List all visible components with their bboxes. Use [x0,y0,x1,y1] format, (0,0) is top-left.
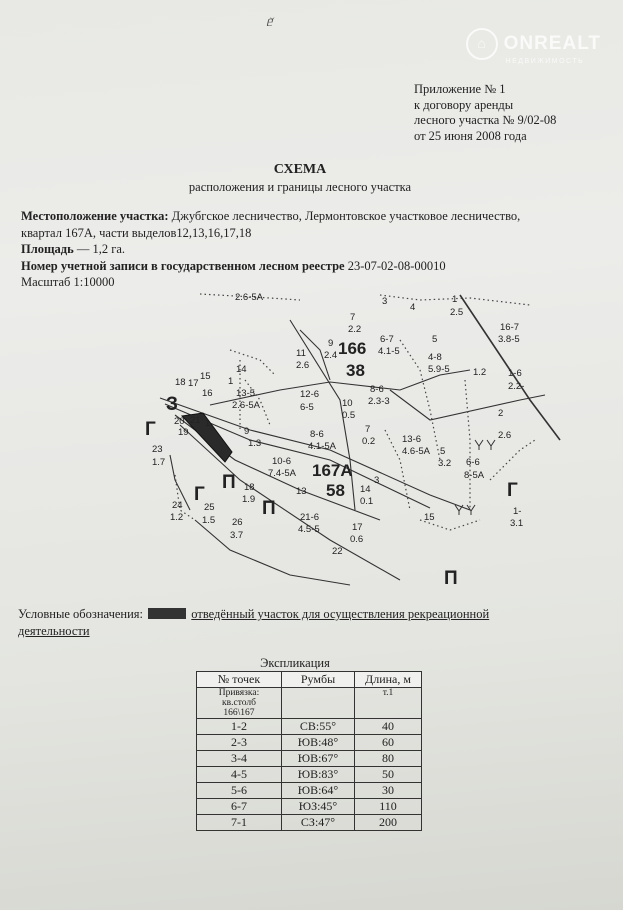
map-label: 21 [190,415,201,426]
explication-title: Экспликация [260,656,330,670]
table-row [197,783,422,799]
anchor-point: т.1 [355,688,422,719]
map-label: 1.5 [202,515,216,526]
map-label: 22 [332,546,343,557]
area-line [21,242,125,257]
table-cell-length: 80 [355,751,422,767]
map-label: 16-7 [500,322,520,333]
map-label: 1.2 [473,367,487,378]
boundary-line [390,390,545,420]
map-label: 13-5 [236,388,256,399]
map-label: 8-5А [464,470,485,481]
map-label: 13-6 [402,434,422,445]
map-label: 2.2- [508,381,525,392]
map-label: 10-6 [272,456,292,467]
page-title: СХЕМА [273,162,327,177]
area-value: — 1,2 га. [76,242,126,256]
map-label: 1 [205,418,211,429]
table-row [197,799,422,815]
map-label: 9 [244,426,250,437]
registry-value: 23-07-02-08-00010 [347,259,446,273]
legend-text: отведённый участок для осуществления рекреационной [191,607,490,621]
map-label: 8-6 [370,384,384,395]
map-label: 18 [175,377,186,388]
map-label: Г [507,480,518,501]
map-label: 14 [360,484,371,495]
watermark-sub: НЕДВИЖИМОСТЬ [505,58,585,65]
map-label: 8-6 [310,429,324,440]
table-cell-length: 40 [355,719,422,735]
table-cell-rhumb: ЮВ:67° [282,751,355,767]
map-label: 7 [350,312,356,323]
col-header-rhumb: Румбы [282,672,355,688]
map-label: 21-6 [300,512,320,523]
map-label: 18 [244,482,255,493]
map-label: 3.2 [438,458,452,469]
table-cell-points: 5-6 [197,783,282,799]
table-cell-length: 30 [355,783,422,799]
boundary-line [195,520,350,585]
table-cell-rhumb: ЮЗ:45° [282,799,355,815]
map-label: 17 [188,378,199,389]
map-label: 26 [232,517,243,528]
map-label: 6-6 [466,457,480,468]
map-label: 1.3 [248,438,262,449]
map-label: 7 [365,424,371,435]
table-cell-points: 7-1 [197,815,282,831]
map-label: 167А [312,461,353,480]
watermark-brand: ONREALT [503,33,601,54]
tree-icon [455,505,463,515]
table-cell-points: 6-7 [197,799,282,815]
anchor-cell [197,688,282,719]
map-label: 4.5-5 [298,524,320,535]
map-label: 17 [352,522,363,533]
table-cell-points: 3-4 [197,751,282,767]
appendix-line: Приложение № 1 [414,82,506,96]
dotted-line [490,440,535,480]
appendix-line: лесного участка № 9/02-08 [414,113,557,127]
map-label: 4 [410,302,416,313]
map-label: 0.5 [342,410,356,421]
table-row [197,735,422,751]
legend [18,607,489,622]
map-label: П [222,472,236,493]
table-cell-length: 200 [355,815,422,831]
map-label: 19 [178,427,189,438]
map-label: 2.4 [324,350,338,361]
table-row [197,815,422,831]
table-cell-rhumb: ЮВ:83° [282,767,355,783]
map-label: 23 [152,444,163,455]
forest-map [0,280,623,605]
legend-swatch [148,608,186,619]
map-label: 1 [452,294,458,305]
watermark [466,28,601,65]
table-cell-rhumb: ЮВ:48° [282,735,355,751]
map-label: 0.2 [362,436,376,447]
map-label: 166 [338,339,367,358]
map-label: 3.7 [230,530,244,541]
map-label: 3 [382,296,388,307]
map-label: 58 [326,481,345,500]
map-label: 24 [172,500,183,511]
map-label: 1- [513,506,522,517]
map-label: Г [194,484,205,505]
anchor-label: 166\167 [223,708,255,718]
map-label: 1-6 [508,368,522,379]
table-cell-length: 50 [355,767,422,783]
anchor-label: кв.столб [222,698,256,708]
map-label: 3.8-5 [498,334,520,345]
map-label: 4.1-5А [308,441,336,452]
map-label: 11 [296,348,306,359]
map-label: 20 [174,416,185,427]
map-label: 12-6 [300,389,320,400]
col-header-points: № точек [197,672,282,688]
anchor-rhumb [282,688,355,719]
tree-icon [475,440,483,450]
table-cell-rhumb: ЮВ:64° [282,783,355,799]
house-icon: ⌂ [466,28,498,60]
col-header-length: Длина, м [355,672,422,688]
legend-label: Условные обозначения: [18,607,144,621]
map-label: 16 [202,388,213,399]
dotted-line [465,380,470,510]
table-cell-length: 60 [355,735,422,751]
table-row [197,751,422,767]
map-label: 2.2 [348,324,362,335]
map-label: 1.9 [242,494,256,505]
map-label: 2.6-5А [232,400,260,411]
table-cell-rhumb: СЗ:47° [282,815,355,831]
map-label: 0.1 [360,496,374,507]
map-label: 1.2 [170,512,184,523]
scale: Масштаб 1:10000 [21,275,115,289]
table-cell-points: 1-2 [197,719,282,735]
map-label: 3 [374,475,380,486]
map-label: 4.1-5 [378,346,400,357]
location-line [21,209,520,224]
registry-line [21,259,446,274]
map-label: 1.7 [152,457,166,468]
table-row-anchor [197,688,422,719]
table-cell-rhumb: СВ:55° [282,719,355,735]
map-label: 9 [328,338,334,349]
map-label: П [444,568,458,589]
explication-table [196,671,422,831]
map-label: 6-5 [300,402,314,413]
map-label: 7.4-5А [268,468,296,479]
map-label: 13 [296,486,307,497]
table-row [197,767,422,783]
handwritten-mark: ᥱ̆ [266,14,273,29]
map-label: 15 [200,371,211,382]
page-subtitle: расположения и границы лесного участка [188,180,412,194]
location-label: Местоположение участка: [21,209,169,223]
table-row [197,719,422,735]
area-label: Площадь [21,242,74,256]
map-label: 6-7 [380,334,394,345]
legend-text-2: деятельности [18,624,90,638]
table-cell-points: 2-3 [197,735,282,751]
map-label: Г [145,419,156,440]
map-label: 2.3-3 [368,396,390,407]
table-header-row [197,672,422,688]
map-label: 14 [236,364,247,375]
table-cell-points: 4-5 [197,767,282,783]
map-label: 25 [204,502,215,513]
registry-label: Номер учетной записи в государственном лесном реестре [21,259,345,273]
map-label: 2.5 [450,307,464,318]
map-label: 5 [440,446,446,457]
map-label: 15 [424,512,435,523]
map-label: 5.9-5 [428,364,450,375]
appendix-block [414,82,556,144]
map-label: 2.6-5А [235,292,263,303]
map-label: 4.6-5А [402,446,430,457]
map-label: 2 [498,408,504,419]
map-label: З [166,394,178,415]
table-cell-length: 110 [355,799,422,815]
location-value-2: квартал 167А, части выделов12,13,16,17,18 [21,226,252,240]
map-label: 2.6 [296,360,310,371]
appendix-line: к договору аренды [414,97,514,112]
map-label: 5 [432,334,438,345]
tree-icon [487,440,495,450]
map-label: П [262,498,276,519]
map-label: 2.6 [498,430,512,441]
map-label: 4-8 [428,352,442,363]
anchor-label: Привязка: [218,688,260,698]
map-label: 3.1 [510,518,524,529]
appendix-line: от 25 июня 2008 года [414,128,527,143]
map-label: 38 [346,361,365,380]
map-label: 0.6 [350,534,364,545]
tree-icon [467,505,475,515]
map-label: 1 [228,376,234,387]
map-label: 10 [342,398,353,409]
location-value: Джубгское лесничество, Лермонтовское участковое лесничество, [171,209,521,223]
